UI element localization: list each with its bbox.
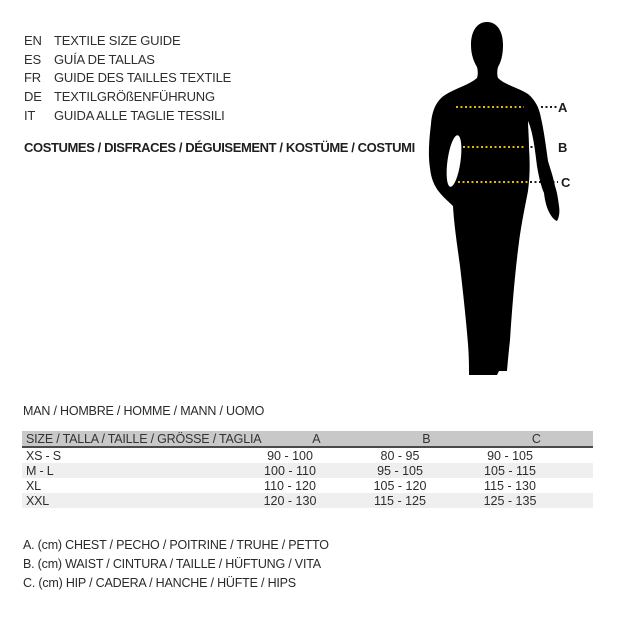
footnote-chest: A. (cm) CHEST / PECHO / POITRINE / TRUHE / PETTO: [23, 537, 329, 552]
cell-c: 115 - 130: [484, 478, 536, 493]
size-table-header-row: [22, 431, 593, 448]
man-silhouette-path: [429, 22, 559, 375]
header-col-a: A: [312, 431, 321, 446]
cell-b: 95 - 105: [377, 463, 423, 478]
cell-b: 115 - 125: [374, 493, 426, 508]
header-col-b: B: [422, 431, 431, 446]
cell-size: M - L: [26, 463, 54, 478]
cell-size: XL: [26, 478, 41, 493]
cell-c: 90 - 105: [487, 448, 533, 463]
cell-size: XS - S: [26, 448, 61, 463]
cell-a: 100 - 110: [264, 463, 316, 478]
language-code: FR: [24, 70, 41, 86]
language-code: EN: [24, 32, 42, 48]
cell-c: 105 - 115: [484, 463, 536, 478]
language-label: TEXTILE SIZE GUIDE: [54, 32, 181, 48]
cell-size: XXL: [26, 493, 50, 508]
measurement-footnotes: [23, 535, 329, 592]
language-row: [24, 106, 231, 125]
table-row: [22, 463, 593, 478]
footnote-waist: B. (cm) WAIST / CINTURA / TAILLE / HÜFTUNG / VITA: [23, 556, 321, 571]
table-row: [22, 478, 593, 493]
table-row: [22, 448, 593, 463]
cell-b: 80 - 95: [380, 448, 420, 463]
category-title: COSTUMES / DISFRACES / DÉGUISEMENT / KOSTÜME / COSTUMI: [24, 140, 415, 155]
language-label: GUIDE DES TAILLES TEXTILE: [54, 70, 232, 86]
footnote-hip: C. (cm) HIP / CADERA / HANCHE / HÜFTE / HIPS: [23, 575, 296, 590]
section-title-man: MAN / HOMBRE / HOMME / MANN / UOMO: [23, 404, 265, 418]
table-row: [22, 493, 593, 508]
language-label: GUIDA ALLE TAGLIE TESSILI: [54, 108, 225, 124]
cell-a: 110 - 120: [264, 478, 316, 493]
measure-line-c-hip-dots: [458, 181, 529, 183]
language-row: [24, 69, 231, 88]
language-code: DE: [24, 89, 42, 105]
language-code: ES: [24, 51, 41, 67]
header-size-column: SIZE / TALLA / TAILLE / GRÖSSE / TAGLIA: [26, 431, 262, 446]
cell-a: 90 - 100: [267, 448, 313, 463]
header-col-c: C: [531, 431, 541, 446]
cell-c: 125 - 135: [483, 493, 537, 508]
measure-label-c: C: [561, 175, 571, 190]
language-row: [24, 50, 231, 69]
cell-b: 105 - 120: [373, 478, 427, 493]
language-label: GUÍA DE TALLAS: [54, 51, 155, 67]
measure-line-a-chest-dots: [456, 106, 524, 108]
language-row: [24, 87, 231, 106]
measure-label-b: B: [558, 140, 568, 155]
language-label: TEXTILGRÖßENFÜHRUNG: [54, 89, 215, 105]
measure-label-a: A: [558, 100, 568, 115]
size-table: [22, 431, 593, 508]
man-silhouette-figure: [408, 14, 578, 389]
cell-a: 120 - 130: [263, 493, 317, 508]
language-code: IT: [24, 108, 36, 124]
language-guide-block: [24, 31, 231, 125]
measure-line-b-waist-dots: [463, 146, 524, 148]
language-row: [24, 31, 231, 50]
